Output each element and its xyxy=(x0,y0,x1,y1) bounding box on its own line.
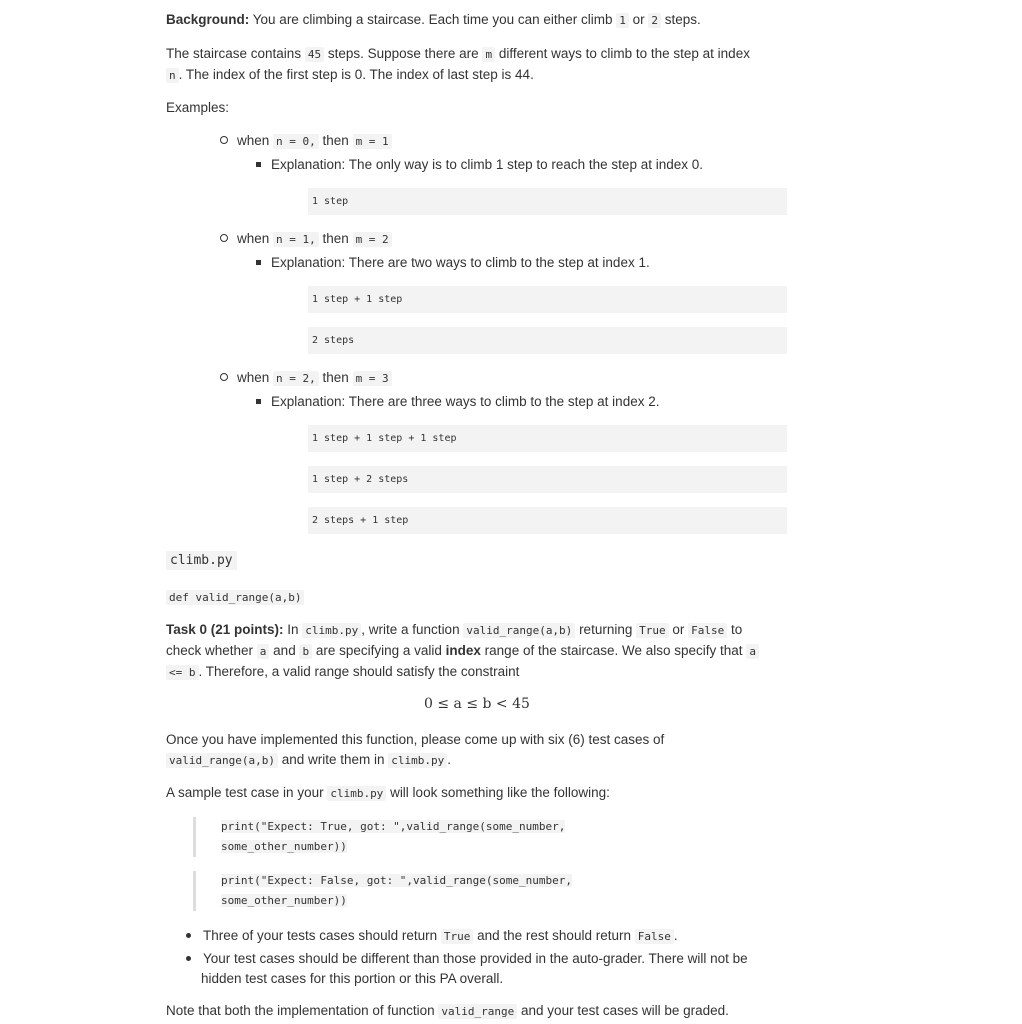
task-label: Task 0 (21 points): xyxy=(166,622,284,637)
task-text: In xyxy=(283,622,303,637)
example-then: then xyxy=(318,370,353,385)
a-code: a xyxy=(746,644,759,659)
example-then: then xyxy=(318,133,353,148)
bullet-text: . xyxy=(673,928,678,943)
example-explanation xyxy=(256,253,650,273)
example-explanation xyxy=(256,392,659,412)
example-m-code: m = 3 xyxy=(353,371,392,386)
example-explanation xyxy=(256,155,703,175)
staircase-text-2: steps. Suppose there are xyxy=(324,46,483,61)
square-bullet-icon xyxy=(256,162,261,167)
example-item xyxy=(220,368,392,389)
code-line: print("Expect: False, got: ",valid_range(some_number, xyxy=(221,874,572,887)
task-text: and xyxy=(269,643,300,658)
circle-bullet-icon xyxy=(220,373,228,381)
example-when: when xyxy=(237,231,274,246)
background-text: You are climbing a staircase. Each time you can either climb xyxy=(249,12,617,27)
true-code: True xyxy=(441,929,474,944)
bullet-item xyxy=(186,926,678,947)
code-sample xyxy=(221,817,621,857)
filename-heading xyxy=(166,550,237,571)
sample-file-code: climb.py xyxy=(327,786,386,801)
note-paragraph xyxy=(166,1001,729,1022)
code-block: 1 step + 2 steps xyxy=(308,466,787,493)
task-text: . Therefore, a valid range should satisfy the constraint xyxy=(198,664,520,679)
staircase-paragraph xyxy=(166,44,786,86)
example-item xyxy=(220,229,392,250)
background-or: or xyxy=(628,12,649,27)
square-bullet-icon xyxy=(256,399,261,404)
implemented-paragraph xyxy=(166,730,664,771)
constraint-formula: 0 ≤ a ≤ b < 45 xyxy=(424,696,530,712)
code-line: some_other_number)) xyxy=(221,894,347,907)
task-text: or xyxy=(668,622,689,637)
m-code: m xyxy=(482,47,495,62)
code-block: 1 step + 1 step xyxy=(308,286,787,313)
false-code: False xyxy=(688,623,727,638)
steps-code: 45 xyxy=(305,47,324,62)
task-text: check whether xyxy=(166,643,257,658)
note-text: Note that both the implementation of function xyxy=(166,1003,439,1018)
bullet-item xyxy=(186,949,748,969)
background-label: Background: xyxy=(166,12,250,27)
task-text: range of the staircase. We also specify that xyxy=(480,643,747,658)
signature-line xyxy=(166,587,304,608)
bullet-dot-icon xyxy=(186,956,191,961)
code-block: 1 step xyxy=(308,188,787,215)
code-line: some_other_number)) xyxy=(221,840,347,853)
example-when: when xyxy=(237,133,274,148)
bullet-text: Your test cases should be different than those provided in the auto-grader. There will not be xyxy=(203,951,748,966)
bullet-dot-icon xyxy=(186,933,191,938)
example-n-code: n = 0, xyxy=(273,134,319,149)
background-end: steps. xyxy=(660,12,701,27)
example-n-code: n = 2, xyxy=(273,371,319,386)
note-func-code: valid_range xyxy=(438,1004,517,1019)
background-paragraph xyxy=(166,10,701,31)
code-one: 1 xyxy=(616,13,629,28)
circle-bullet-icon xyxy=(220,136,228,144)
true-code: True xyxy=(636,623,669,638)
bullet-text: and the rest should return xyxy=(473,928,635,943)
examples-heading: Examples: xyxy=(166,100,230,115)
index-bold: index xyxy=(445,643,481,658)
code-block: 1 step + 1 step + 1 step xyxy=(308,425,787,452)
task-file-code: climb.py xyxy=(302,623,361,638)
explanation-text: Explanation: There are three ways to climb to the step at index 2. xyxy=(271,394,660,409)
code-block: 2 steps xyxy=(308,327,787,354)
task-paragraph xyxy=(166,620,786,683)
staircase-text-3: different ways to climb to the step at index xyxy=(495,46,750,61)
bullet-continuation: hidden test cases for this portion or this PA overall. xyxy=(201,971,504,986)
example-m-code: m = 2 xyxy=(353,232,392,247)
b-code: b xyxy=(299,644,312,659)
n-code: n xyxy=(166,68,179,83)
code-block: 2 steps + 1 step xyxy=(308,507,787,534)
task-func-code: valid_range(a,b) xyxy=(463,623,575,638)
filename: climb.py xyxy=(166,551,237,570)
task-text: are specifying a valid xyxy=(312,643,446,658)
square-bullet-icon xyxy=(256,260,261,265)
staircase-text-4: . The index of the first step is 0. The index of last step is 44. xyxy=(178,67,534,82)
implemented-file-code: climb.py xyxy=(388,753,447,768)
bullet-text: Three of your tests cases should return xyxy=(203,928,441,943)
example-m-code: m = 1 xyxy=(353,134,392,149)
example-n-code: n = 1, xyxy=(273,232,319,247)
sample-text: will look something like the following: xyxy=(386,785,610,800)
code-line: print("Expect: True, got: ",valid_range(some_number, xyxy=(221,820,566,833)
implemented-func-code: valid_range(a,b) xyxy=(166,753,278,768)
implemented-text: and write them in xyxy=(277,752,389,767)
a-code: a xyxy=(257,644,270,659)
false-code: False xyxy=(635,929,674,944)
task-text: , write a function xyxy=(361,622,464,637)
sample-text: A sample test case in your xyxy=(166,785,328,800)
implemented-text: Once you have implemented this function, please come up with six (6) test cases of xyxy=(166,732,665,747)
sample-paragraph xyxy=(166,783,610,804)
code-quote xyxy=(193,817,621,857)
circle-bullet-icon xyxy=(220,234,228,242)
example-when: when xyxy=(237,370,274,385)
task-text: returning xyxy=(575,622,637,637)
explanation-text: Explanation: The only way is to climb 1 step to reach the step at index 0. xyxy=(271,157,703,172)
example-item xyxy=(220,131,392,152)
code-sample xyxy=(221,871,621,911)
task-text: to xyxy=(727,622,743,637)
implemented-text: . xyxy=(447,752,452,767)
example-then: then xyxy=(318,231,353,246)
code-quote xyxy=(193,871,621,911)
explanation-text: Explanation: There are two ways to climb to the step at index 1. xyxy=(271,255,650,270)
le-code: <= b xyxy=(166,665,199,680)
function-signature: def valid_range(a,b) xyxy=(166,590,304,605)
code-two: 2 xyxy=(648,13,661,28)
staircase-text-1: The staircase contains xyxy=(166,46,305,61)
note-text: and your test cases will be graded. xyxy=(517,1003,729,1018)
